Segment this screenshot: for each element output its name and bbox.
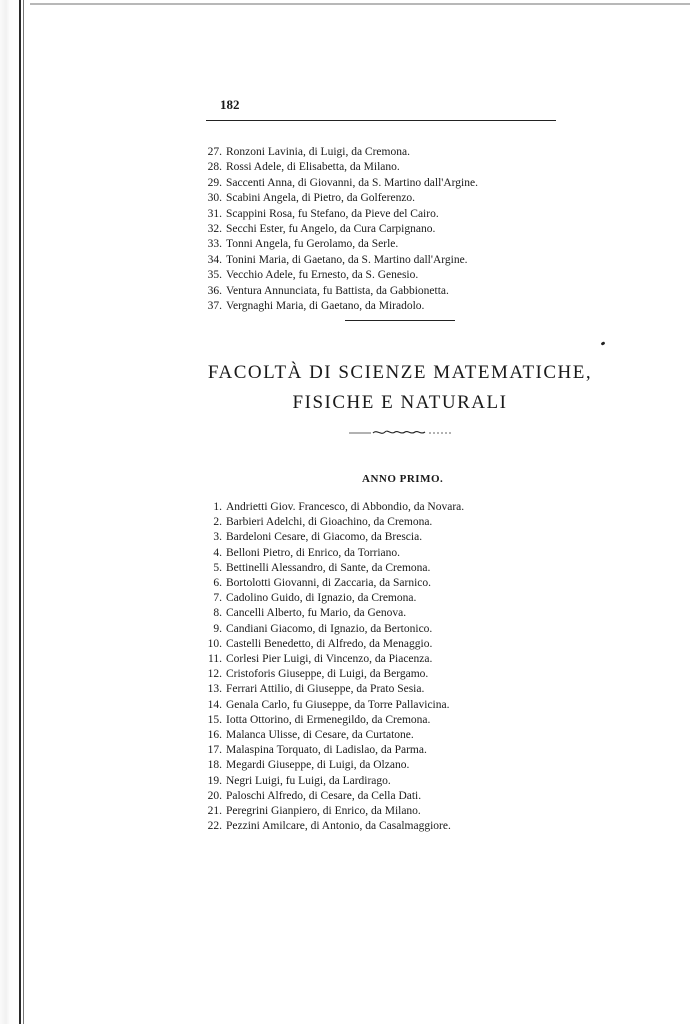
list-item-number: 31. <box>207 207 222 220</box>
list-item-text: Negri Luigi, fu Luigi, da Lardirago. <box>226 774 391 787</box>
section-divider-rule <box>345 320 455 321</box>
list-item-number: 36. <box>207 284 222 297</box>
list-item-text: Castelli Benedetto, di Alfredo, da Menaggio. <box>226 637 433 650</box>
list-item <box>203 145 478 160</box>
list-item-number: 10. <box>207 637 222 650</box>
list-item-text: Tonini Maria, di Gaetano, da S. Martino dall'Argine. <box>226 253 468 266</box>
list-item-text: Candiani Giacomo, di Ignazio, da Bertonico. <box>226 622 433 635</box>
list-item-number: 22. <box>207 820 222 833</box>
list-item-text: Genala Carlo, fu Giuseppe, da Torre Pallavicina. <box>226 698 450 711</box>
list-item-number: 32. <box>207 223 222 236</box>
list-item-text: Megardi Giuseppe, di Luigi, da Olzano. <box>226 759 410 772</box>
list-item-text: Scabini Angela, di Pietro, da Golferenzo. <box>226 192 416 205</box>
list-item <box>203 576 464 591</box>
list-item <box>203 698 464 713</box>
list-item <box>203 546 464 561</box>
section-title-line-1: FACOLTÀ DI SCIENZE MATEMATICHE, <box>207 362 593 383</box>
list-item-text: Corlesi Pier Luigi, di Vincenzo, da Piacenza. <box>226 653 433 666</box>
list-item <box>203 191 478 206</box>
list-item-number: 5. <box>213 561 222 574</box>
list-item-text: Rossi Adele, di Elisabetta, da Milano. <box>226 161 400 174</box>
list-item <box>203 606 464 621</box>
list-item <box>203 530 464 545</box>
list-item <box>203 743 464 758</box>
list-item-number: 15. <box>207 713 222 726</box>
list-item <box>203 713 464 728</box>
section-title-line-2: FISICHE E NATURALI <box>292 392 508 413</box>
list-item-text: Secchi Ester, fu Angelo, da Cura Carpignano. <box>226 223 436 236</box>
list-item <box>203 253 478 268</box>
list-item-number: 7. <box>213 592 222 605</box>
list-item-number: 3. <box>213 531 222 544</box>
list-item-number: 27. <box>207 146 222 158</box>
list-item-number: 34. <box>207 253 222 266</box>
list-item-text: Malaspina Torquato, di Ladislao, da Parma. <box>226 744 427 757</box>
list-item-text: Bardeloni Cesare, di Giacomo, da Brescia. <box>226 531 423 544</box>
list-item-text: Barbieri Adelchi, di Gioachino, da Cremona. <box>226 516 433 529</box>
list-item <box>203 268 478 283</box>
list-item-number: 4. <box>213 546 222 559</box>
list-item-text: Malanca Ulisse, di Cesare, da Curtatone. <box>226 729 414 742</box>
list-item-number: 19. <box>207 774 222 787</box>
list-item-text: Iotta Ottorino, di Ermenegildo, da Cremona. <box>226 713 431 726</box>
list-item-number: 21. <box>207 805 222 818</box>
first-year-student-list <box>203 500 464 834</box>
binding-line <box>19 0 21 1024</box>
list-item-text: Cadolino Guido, di Ignazio, da Cremona. <box>226 592 417 605</box>
list-item-text: Cancelli Alberto, fu Mario, da Genova. <box>226 607 407 620</box>
list-item-number: 16. <box>207 729 222 742</box>
list-item-number: 14. <box>207 698 222 711</box>
binding-line-inner <box>23 0 24 1024</box>
ornament-divider <box>345 426 455 438</box>
list-item-number: 12. <box>207 668 222 681</box>
list-item <box>203 160 478 175</box>
list-item-text: Ventura Annunciata, fu Battista, da Gabbionetta. <box>226 284 449 297</box>
list-item <box>203 207 478 222</box>
list-item-number: 8. <box>213 607 222 620</box>
list-item-number: 30. <box>207 192 222 205</box>
list-item <box>203 819 464 834</box>
list-item <box>203 591 464 606</box>
list-item <box>203 804 464 819</box>
list-item-number: 29. <box>207 176 222 189</box>
list-item-text: Paloschi Alfredo, di Cesare, da Cella Dati. <box>226 789 422 802</box>
list-item-number: 18. <box>207 759 222 772</box>
list-item <box>203 622 464 637</box>
subsection-title: ANNO PRIMO. <box>362 473 444 485</box>
list-item-text: Andrietti Giov. Francesco, di Abbondio, da Novara. <box>226 501 465 513</box>
list-item <box>203 682 464 697</box>
ink-speck <box>601 341 606 346</box>
list-item-number: 35. <box>207 269 222 282</box>
list-item <box>203 222 478 237</box>
list-item-number: 2. <box>213 516 222 529</box>
list-item <box>203 284 478 299</box>
list-item-text: Cristoforis Giuseppe, di Luigi, da Bergamo. <box>226 668 429 681</box>
list-item-text: Ferrari Attilio, di Giuseppe, da Prato Sesia. <box>226 683 425 696</box>
list-item-text: Pezzini Amilcare, di Antonio, da Casalmaggiore. <box>226 820 451 833</box>
list-item-text: Scappini Rosa, fu Stefano, da Pieve del Cairo. <box>226 207 439 220</box>
list-item <box>203 500 464 515</box>
list-item-text: Bortolotti Giovanni, di Zaccaria, da Sarnico. <box>226 577 432 590</box>
list-item-text: Peregrini Gianpiero, di Enrico, da Milano. <box>226 805 421 818</box>
list-item <box>203 299 478 314</box>
list-item <box>203 515 464 530</box>
list-item-number: 17. <box>207 744 222 757</box>
list-item-text: Vecchio Adele, fu Ernesto, da S. Genesio. <box>226 269 419 282</box>
list-item <box>203 237 478 252</box>
list-item <box>203 728 464 743</box>
list-item-number: 13. <box>207 683 222 696</box>
list-item-number: 33. <box>207 238 222 251</box>
list-item <box>203 652 464 667</box>
page-number: 182 <box>220 97 240 112</box>
list-item <box>203 758 464 773</box>
list-item <box>203 774 464 789</box>
list-item <box>203 667 464 682</box>
header-rule <box>206 120 556 121</box>
top-edge-rule <box>30 3 690 5</box>
list-item-number: 11. <box>208 653 222 666</box>
list-item-number: 20. <box>207 789 222 802</box>
list-item <box>203 176 478 191</box>
list-item-text: Tonni Angela, fu Gerolamo, da Serle. <box>226 238 399 251</box>
list-item <box>203 561 464 576</box>
list-item-number: 1. <box>213 501 222 513</box>
list-item <box>203 789 464 804</box>
list-item-text: Vergnaghi Maria, di Gaetano, da Miradolo. <box>226 300 425 313</box>
list-item-text: Belloni Pietro, di Enrico, da Torriano. <box>226 546 401 559</box>
list-item <box>203 637 464 652</box>
list-item-number: 37. <box>207 300 222 313</box>
list-item-number: 28. <box>207 161 222 174</box>
list-item-number: 6. <box>213 577 222 590</box>
continued-student-list <box>203 145 478 314</box>
list-item-text: Ronzoni Lavinia, di Luigi, da Cremona. <box>226 146 410 158</box>
list-item-text: Saccenti Anna, di Giovanni, da S. Martino dall'Argine. <box>226 176 478 189</box>
list-item-text: Bettinelli Alessandro, di Sante, da Cremona. <box>226 561 431 574</box>
list-item-number: 9. <box>213 622 222 635</box>
